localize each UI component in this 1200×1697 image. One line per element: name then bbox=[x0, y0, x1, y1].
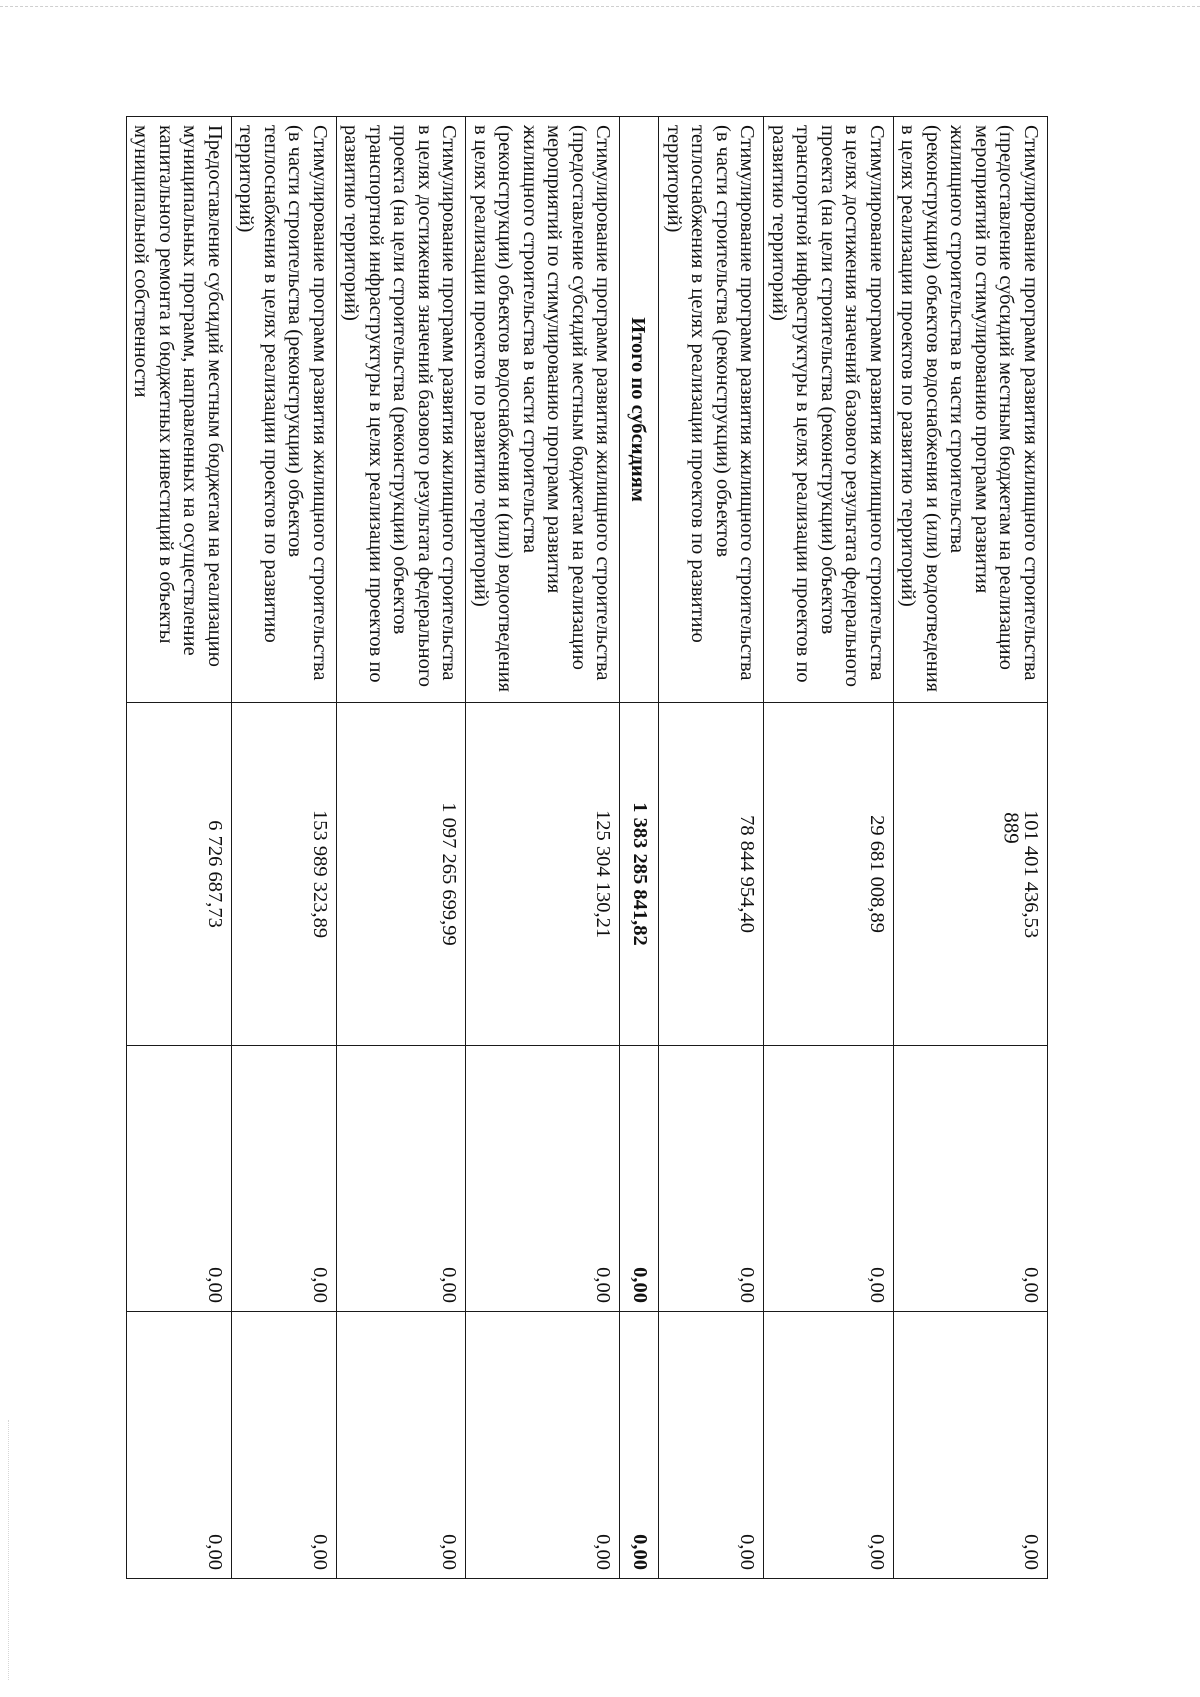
row-value-3: 0,00 bbox=[659, 1046, 764, 1312]
row-value-3: 0,00 bbox=[764, 1046, 894, 1312]
row-description: Стимулирование программ развития жилищного строительства в целях достижения значений базового результата федерального проекта (на цели строительства (реконструкции) объектов транспортной инфраструктуры в целях реализации проектов по развитию территорий) bbox=[337, 117, 467, 703]
table-row bbox=[232, 117, 337, 1579]
scan-edge-line bbox=[0, 6, 1200, 7]
table-row bbox=[659, 117, 764, 1579]
total-label: Итого по субсидиям bbox=[620, 117, 659, 703]
row-amount: 153 989 323,89 bbox=[232, 703, 337, 1046]
row-value-4: 0,00 bbox=[659, 1312, 764, 1579]
row-amount: 125 304 130,21 bbox=[466, 703, 620, 1046]
row-amount: 1 097 265 699,99 bbox=[337, 703, 467, 1046]
row-description: Стимулирование программ развития жилищного строительства (в части строительства (реконструкции) объектов теплоснабжения в целях реализации проектов по развитию территорий) bbox=[232, 117, 337, 703]
row-value-4: 0,00 bbox=[764, 1312, 894, 1579]
row-value-3: 0,00 bbox=[337, 1046, 467, 1312]
row-amount: 78 844 954,40 bbox=[659, 703, 764, 1046]
row-description: Предоставление субсидий местным бюджетам на реализацию муниципальных программ, направленных на осуществление капитального ремонта и бюджетных инвестиций в объекты муниципальной собственности bbox=[127, 117, 232, 703]
row-value-4: 0,00 bbox=[466, 1312, 620, 1579]
scan-edge-dots bbox=[8, 1420, 9, 1680]
budget-table bbox=[126, 116, 1048, 1579]
total-row bbox=[620, 117, 659, 1579]
row-value-4: 0,00 bbox=[337, 1312, 467, 1579]
total-value-4: 0,00 bbox=[620, 1312, 659, 1579]
row-amount: 6 726 687,73 bbox=[127, 703, 232, 1046]
row-description: Стимулирование программ развития жилищного строительства (предоставление субсидий местным бюджетам на реализацию мероприятий по стимулированию программ развития жилищного строительства в части строительства (реконструкции) объектов водоснабжения и (или) водоотведения в целях реализации проектов по развитию территорий) bbox=[466, 117, 620, 703]
row-value-3: 0,00 bbox=[894, 1046, 1048, 1312]
row-value-4: 0,00 bbox=[232, 1312, 337, 1579]
row-value-3: 0,00 bbox=[232, 1046, 337, 1312]
table-row bbox=[466, 117, 620, 1579]
row-description: Стимулирование программ развития жилищного строительства (предоставление субсидий местным бюджетам на реализацию мероприятий по стимулированию программ развития жилищного строительства в части строительства (реконструкции) объектов водоснабжения и (или) водоотведения в целях реализации проектов по развитию территорий) bbox=[894, 117, 1048, 703]
table-row bbox=[127, 117, 232, 1579]
total-value-3: 0,00 bbox=[620, 1046, 659, 1312]
row-value-4: 0,00 bbox=[127, 1312, 232, 1579]
row-description: Стимулирование программ развития жилищного строительства (в части строительства (реконструкции) объектов теплоснабжения в целях реализации проектов по развитию территорий) bbox=[659, 117, 764, 703]
rotated-table-frame bbox=[130, 116, 1048, 1578]
row-amount: 29 681 008,89 bbox=[764, 703, 894, 1046]
row-description: Стимулирование программ развития жилищного строительства в целях достижения значений базового результата федерального проекта (на цели строительства (реконструкции) объектов транспортной инфраструктуры в целях реализации проектов по развитию территорий) bbox=[764, 117, 894, 703]
total-amount: 1 383 285 841,82 bbox=[620, 703, 659, 1046]
row-amount: 101 401 436,53 bbox=[894, 703, 1048, 1046]
row-value-4: 0,00 bbox=[894, 1312, 1048, 1579]
row-value-3: 0,00 bbox=[466, 1046, 620, 1312]
table-row bbox=[894, 117, 1048, 1579]
table-row bbox=[764, 117, 894, 1579]
table-row bbox=[337, 117, 467, 1579]
row-value-3: 0,00 bbox=[127, 1046, 232, 1312]
page-number: 889 bbox=[999, 812, 1024, 844]
